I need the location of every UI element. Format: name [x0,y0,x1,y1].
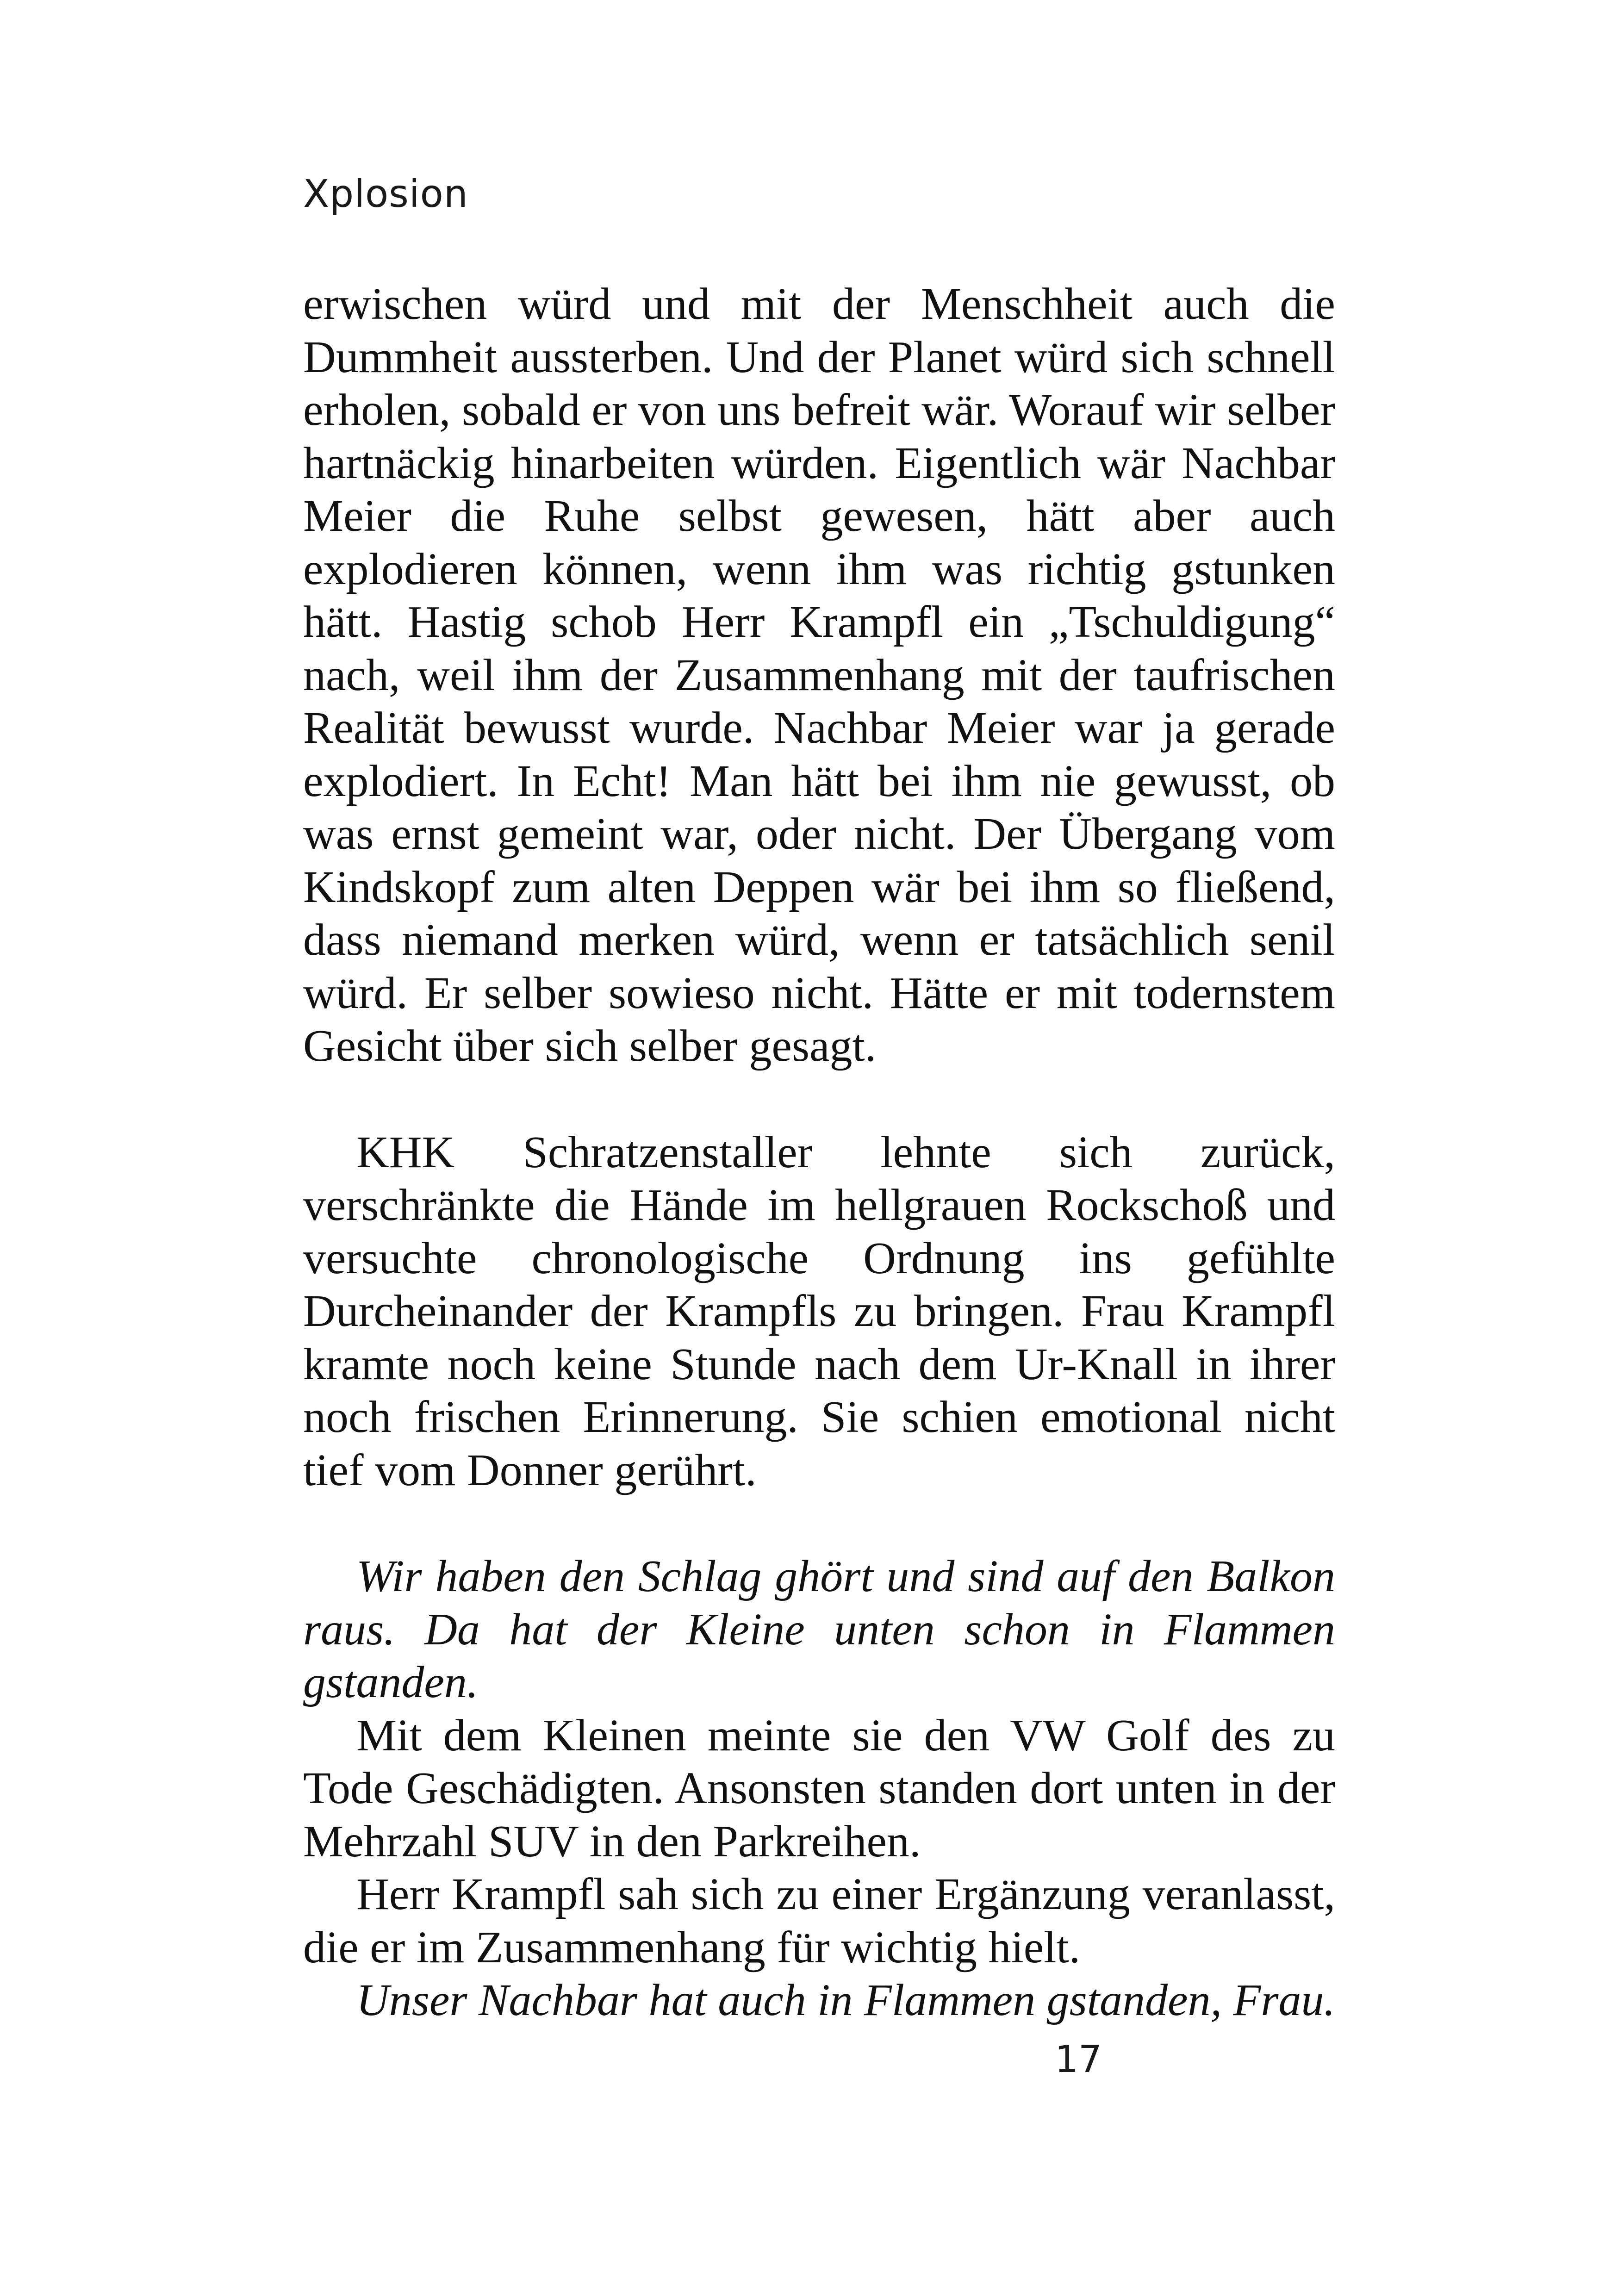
paragraph-quote-frau-krampfl: Wir haben den Schlag ghört und sind auf den Balkon raus. Da hat der Kleine unten schon in Flammen gstanden. [303,1551,1335,1707]
paragraph-continuation: erwischen würd und mit der Menschheit auch die Dummheit aussterben. Und der Planet würd sich schnell erholen, sobald er von uns befreit wär. Worauf wir selber hartnäckig hinarbeiten würden. Eigentlich wär Nachbar Meier die Ruhe selbst gewesen, hätt aber auch explodieren können, wenn ihm was richtig gstunken hätt. Hastig schob Herr Krampfl ein „Tschuldigung“ nach, weil ihm der Zusammenhang mit der taufrischen Realität bewusst wurde. Nachbar Meier war ja gerade explodiert. In Echt! Man hätt bei ihm nie gewusst, ob was ernst gemeint war, oder nicht. Der Übergang vom Kindskopf zum alten Deppen wär bei ihm so fließend, dass niemand merken würd, wenn er tatsächlich senil würd. Er selber sowieso nicht. Hätte er mit todernstem Gesicht über sich selber gesagt. [303,279,1335,1071]
paragraph-herr-krampfl: Herr Krampfl sah sich zu einer Ergänzung veranlasst, die er im Zusammenhang für wichtig hielt. [303,1869,1335,1972]
page-number: 17 [1055,2038,1102,2081]
page-body [303,278,1335,2027]
paragraph-quote-herr-krampfl: Unser Nachbar hat auch in Flammen gstanden, Frau. [356,1975,1335,2025]
running-header: Xplosion [303,172,468,216]
paragraph-khk: KHK Schratzenstaller lehnte sich zurück, verschränkte die Hände im hellgrauen Rockschoß und versuchte chronologische Ordnung ins gefühlte Durcheinander der Krampfls zu bringen. Frau Krampfl kramte noch keine Stunde nach dem Ur-Knall in ihrer noch frischen Erinnerung. Sie schien emotional nicht tief vom Donner gerührt. [303,1127,1335,1495]
paragraph-kleine: Mit dem Kleinen meinte sie den VW Golf des zu Tode Geschädigten. Ansonsten standen dort unten in der Mehrzahl SUV in den Parkreihen. [303,1710,1335,1867]
